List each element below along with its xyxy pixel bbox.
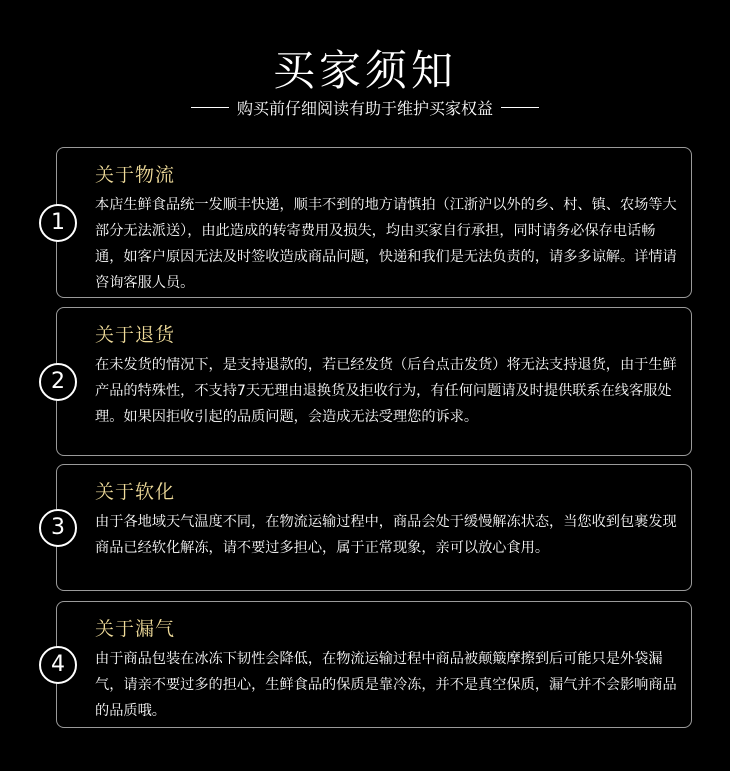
card-title: 关于退货 (95, 324, 176, 346)
subtitle-row (0, 96, 730, 119)
circled-number-1-icon: 1 (39, 204, 77, 242)
card-title: 关于漏气 (95, 618, 176, 640)
page-title: 买家须知 (272, 46, 457, 95)
notice-card-softening (51, 464, 692, 591)
card-body: 由于商品包装在冰冻下韧性会降低，在物流运输过程中商品被颠簸摩擦到后可能只是外袋漏气，请亲不要过多的担心，生鲜食品的保质是靠冷冻，并不是真空保质，漏气并不会影响商品的品质哦。 (95, 651, 677, 719)
circled-number-2-icon: 2 (39, 363, 77, 401)
card-body: 在未发货的情况下，是支持退款的，若已经发货（后台点击发货）将无法支持退货，由于生鲜产品的特殊性，不支持7天无理由退换货及拒收行为，有任何问题请及时提供联系在线客服处理。如果因拒收引起的品质问题，会造成无法受理您的诉求。 (95, 357, 677, 425)
card-body: 由于各地域天气温度不同，在物流运输过程中，商品会处于缓慢解冻状态，当您收到包裹发现商品已经软化解冻，请不要过多担心，属于正常现象，亲可以放心食用。 (95, 514, 677, 556)
page-subtitle: 购买前仔细阅读有助于维护买家权益 (236, 99, 493, 118)
card-title: 关于软化 (95, 481, 176, 503)
left-divider-line (191, 107, 229, 108)
notice-card-air-leak (51, 601, 692, 728)
card-body: 本店生鲜食品统一发顺丰快递，顺丰不到的地方请慎拍（江浙沪以外的乡、村、镇、农场等大部分无法派送），由此造成的转寄费用及损失，均由买家自行承担，同时请务必保存电话畅通，如客户原因无法及时签收造成商品问题，快递和我们是无法负责的，请多多谅解。详情请咨询客服人员。 (95, 197, 677, 291)
notice-card-logistics (51, 147, 692, 298)
notice-card-returns (51, 307, 692, 456)
circled-number-3-icon: 3 (39, 509, 77, 547)
circled-number-4-icon: 4 (39, 646, 77, 684)
right-divider-line (501, 107, 539, 108)
card-title: 关于物流 (95, 164, 176, 186)
